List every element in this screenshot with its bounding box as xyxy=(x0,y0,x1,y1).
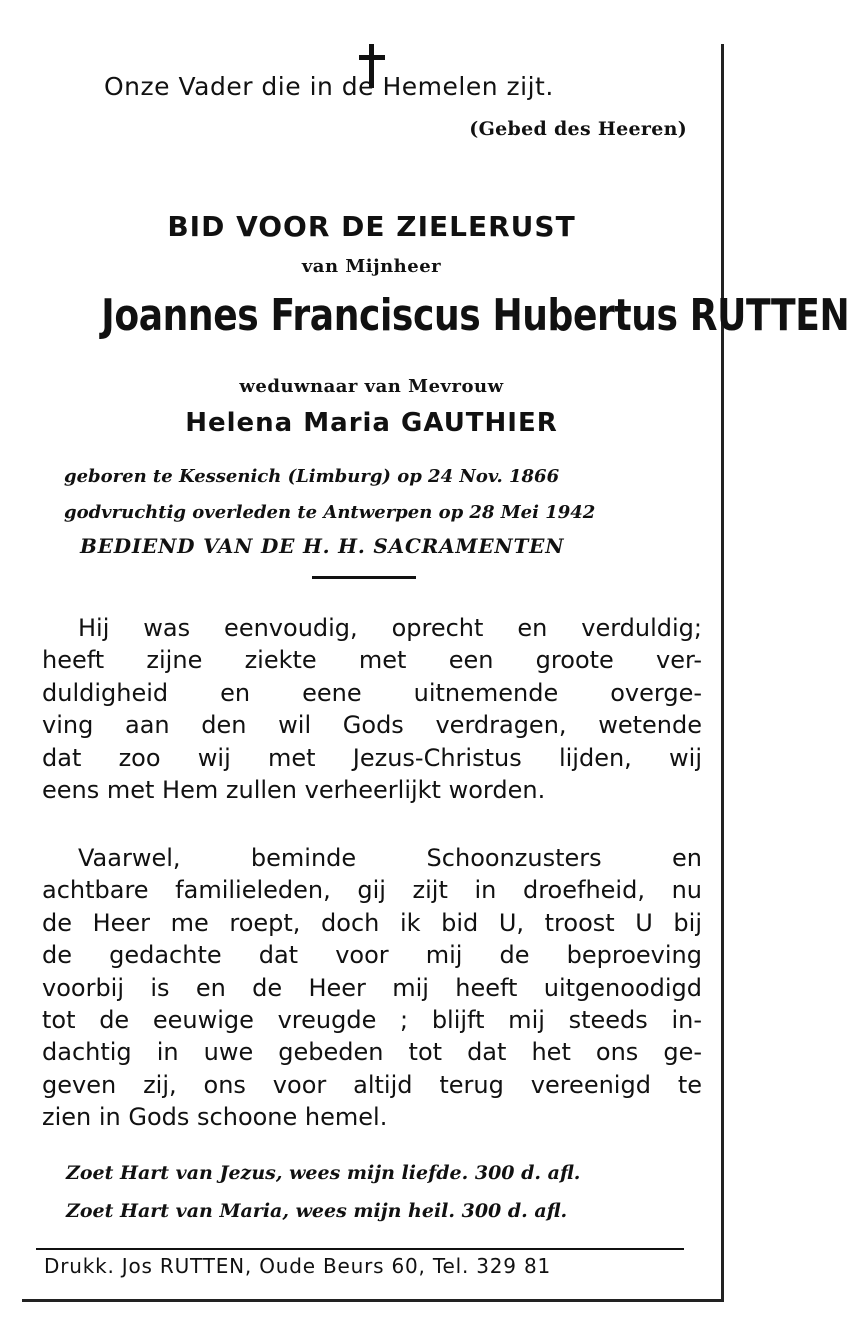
sacraments-line: BEDIEND VAN DE H. H. SACRAMENTEN xyxy=(80,534,565,558)
paragraph-line: dachtig in uwe gebeden tot dat het ons ge- xyxy=(42,1038,702,1067)
paragraph-line: de Heer me roept, doch ik bid U, troost U bij xyxy=(42,908,702,937)
paragraph-line: de gedachte dat voor mij de beproeving xyxy=(42,941,702,970)
wife-name: Helena Maria GAUTHIER xyxy=(185,408,558,438)
indulgence-jesus: Zoet Hart van Jezus, wees mijn liefde. 300 d. afl. xyxy=(66,1162,581,1184)
heading: BID VOOR DE ZIELERUST xyxy=(167,210,576,243)
paragraph-line: eens met Hem zullen verheerlijkt worden. xyxy=(42,776,546,805)
indulgence-maria: Zoet Hart van Maria, wees mijn heil. 300 d. afl. xyxy=(66,1200,568,1222)
prayer-line: Onze Vader die in de Hemelen zijt. xyxy=(104,72,554,101)
paragraph-line: achtbare familieleden, gij zijt in droefheid, nu xyxy=(42,876,702,905)
paragraph-line: Hij was eenvoudig, oprecht en verduldig; xyxy=(78,614,702,642)
paragraph-line: voorbij is en de Heer mij heeft uitgenoodigd xyxy=(42,973,702,1002)
born-line: geboren te Kessenich (Limburg) op 24 Nov. 1866 xyxy=(64,466,560,487)
memorial-card xyxy=(22,44,849,1302)
paragraph-line: tot de eeuwige vreugde ; blijft mij steeds in- xyxy=(42,1006,702,1035)
paragraph-line: zien in Gods schoone hemel. xyxy=(42,1103,388,1132)
paragraph-line: ving aan den wil Gods verdragen, wetende xyxy=(42,711,702,740)
paragraph-line: geven zij, ons voor altijd terug vereenigd te xyxy=(42,1070,702,1099)
prayer-source: (Gebed des Heeren) xyxy=(469,118,687,140)
card-content xyxy=(42,44,849,1278)
deceased-name: Joannes Franciscus Hubertus RUTTEN xyxy=(101,290,849,341)
paragraph-line: heeft zijne ziekte met een groote ver- xyxy=(42,646,702,675)
printer-line: Drukk. Jos RUTTEN, Oude Beurs 60, Tel. 329 81 xyxy=(44,1254,552,1278)
van-label: van Mijnheer xyxy=(301,256,442,277)
paragraph-line: duldigheid en eene uitnemende overge- xyxy=(42,678,702,707)
paragraph-line: dat zoo wij met Jezus-Christus lijden, wij xyxy=(42,743,702,772)
paragraph-1 xyxy=(42,612,702,806)
divider-bottom xyxy=(36,1248,684,1250)
widower-label: weduwnaar van Mevrouw xyxy=(239,376,504,397)
paragraph-2 xyxy=(42,842,702,1134)
died-line: godvruchtig overleden te Antwerpen op 28 Mei 1942 xyxy=(64,502,596,523)
divider-short xyxy=(312,576,416,579)
paragraph-line: Vaarwel, beminde Schoonzusters en xyxy=(78,844,702,872)
